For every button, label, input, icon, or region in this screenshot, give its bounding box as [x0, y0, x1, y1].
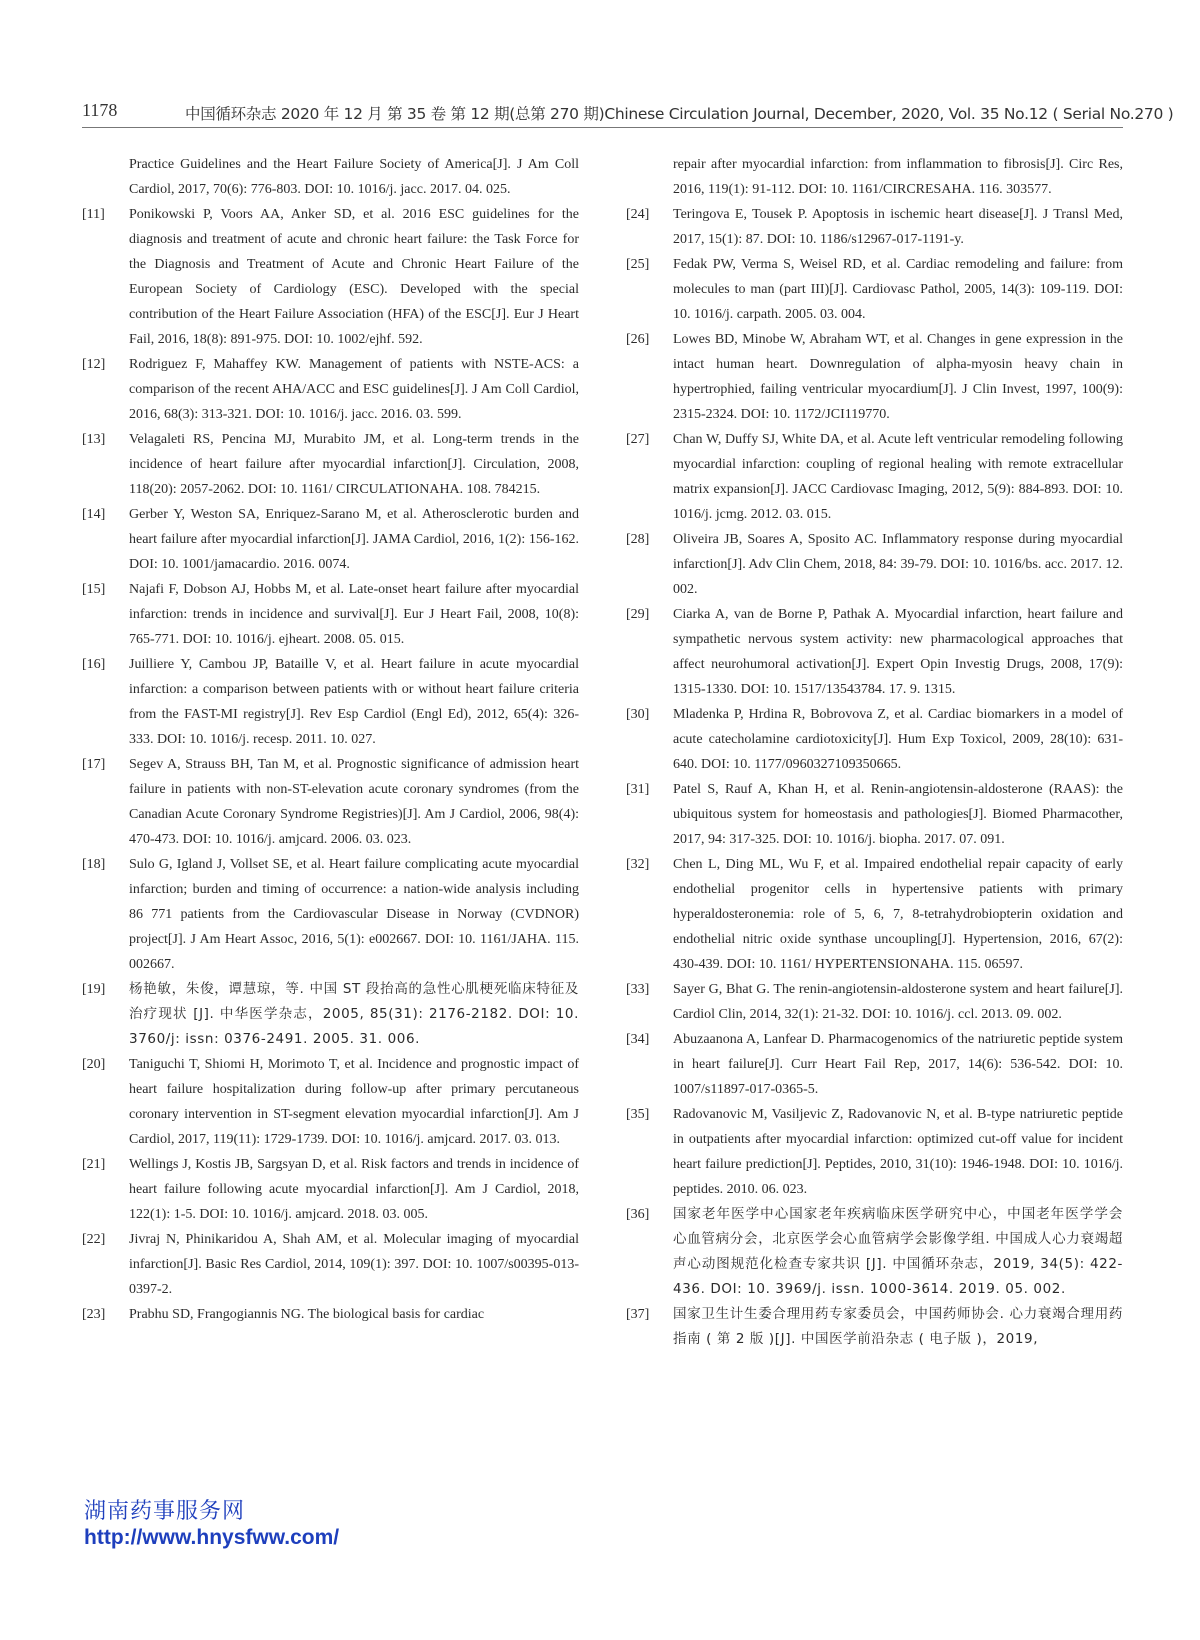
reference-number: [35]: [626, 1107, 650, 1122]
reference-item: [82, 852, 579, 977]
reference-item: [82, 427, 579, 502]
reference-text: Wellings J, Kostis JB, Sargsyan D, et al. Risk factors and trends in incidence of heart failure following acute myocardial infarction[J]. Am J Cardiol, 2018, 122(1): 1-5. DOI: 10. 1016/j. amjcard. 2018. 03. 005.: [129, 1157, 579, 1222]
reference-text: Sayer G, Bhat G. The renin-angiotensin-aldosterone system and heart failure[J]. Cardiol Clin, 2014, 32(1): 21-32. DOI: 10. 1016/j. ccl. 2013. 09. 002.: [673, 982, 1123, 1022]
reference-number: [18]: [82, 857, 106, 872]
reference-item: [626, 702, 1123, 777]
running-head: 中国循环杂志 2020 年 12 月 第 35 卷 第 12 期(总第 270 期)Chinese Circulation Journal, December, 2020, Vol. 35 No.12 ( Serial No.270 ): [185, 105, 1174, 123]
reference-text: Oliveira JB, Soares A, Sposito AC. Inflammatory response during myocardial infarction[J]. Adv Clin Chem, 2018, 84: 39-79. DOI: 10. 1016/bs. acc. 2017. 12. 002.: [673, 532, 1123, 597]
reference-item: [626, 1102, 1123, 1202]
reference-number: [26]: [626, 332, 650, 347]
reference-text: Teringova E, Tousek P. Apoptosis in ischemic heart disease[J]. J Transl Med, 2017, 15(1): 87. DOI: 10. 1186/s12967-017-1191-y.: [673, 207, 1123, 247]
reference-number: [19]: [82, 982, 106, 997]
reference-text: Lowes BD, Minobe W, Abraham WT, et al. Changes in gene expression in the intact human heart. Downregulation of alpha-myosin heavy chain in hypertrophied, failing ventricular myocardium[J]. J Clin Invest, 1997, 100(9): 2315-2324. DOI: 10. 1172/JCI119770.: [673, 332, 1123, 422]
reference-item: [82, 977, 579, 1052]
reference-text: 国家老年医学中心国家老年疾病临床医学研究中心，中国老年医学学会心血管病分会，北京医学会心血管病学会影像学组. 中国成人心力衰竭超声心动图规范化检查专家共识 [J]. 中国循环杂志，2019, 34(5): 422-436. DOI: 10. 3969/j. issn. 1000-3614. 2019. 05. 002.: [673, 1206, 1123, 1297]
reference-item: [626, 427, 1123, 527]
reference-item: [626, 1027, 1123, 1102]
reference-number: [32]: [626, 857, 650, 872]
reference-number: [30]: [626, 707, 650, 722]
reference-item: [626, 1302, 1123, 1352]
reference-number: [14]: [82, 507, 106, 522]
reference-number: [16]: [82, 657, 106, 672]
reference-number: [36]: [626, 1207, 650, 1222]
page-number: 1178: [82, 100, 118, 120]
reference-number: [25]: [626, 257, 650, 272]
reference-number: [11]: [82, 207, 105, 222]
reference-text: Taniguchi T, Shiomi H, Morimoto T, et al. Incidence and prognostic impact of heart failure hospitalization during follow-up after primary percutaneous coronary intervention in ST-segment elevation myocardial infarction[J]. Am J Cardiol, 2017, 119(11): 1729-1739. DOI: 10. 1016/j. amjcard. 2017. 03. 013.: [129, 1057, 579, 1147]
reference-item: [82, 752, 579, 852]
reference-item: [82, 352, 579, 427]
reference-item: [82, 577, 579, 652]
reference-item: [626, 527, 1123, 602]
reference-number: [15]: [82, 582, 106, 597]
reference-column-right: [626, 152, 1123, 1352]
reference-text: Mladenka P, Hrdina R, Bobrovova Z, et al. Cardiac biomarkers in a model of acute catecholamine cardiotoxicity[J]. Hum Exp Toxicol, 2009, 28(10): 631-640. DOI: 10. 1177/0960327109350665.: [673, 707, 1123, 772]
reference-text: Prabhu SD, Frangogiannis NG. The biological basis for cardiac: [129, 1307, 485, 1322]
reference-text: Abuzaanona A, Lanfear D. Pharmacogenomics of the natriuretic peptide system in heart failure[J]. Curr Heart Fail Rep, 2017, 14(6): 536-542. DOI: 10. 1007/s11897-017-0365-5.: [673, 1032, 1123, 1097]
reference-text: Sulo G, Igland J, Vollset SE, et al. Heart failure complicating acute myocardial infarction; burden and timing of occurrence: a nation-wide analysis including 86 771 patients from the Cardiovascular Disease in Norway (CVDNOR) project[J]. J Am Heart Assoc, 2016, 5(1): e002667. DOI: 10. 1161/JAHA. 115. 002667.: [129, 857, 579, 972]
reference-number: [22]: [82, 1232, 106, 1247]
reference-text: Ponikowski P, Voors AA, Anker SD, et al. 2016 ESC guidelines for the diagnosis and treatment of acute and chronic heart failure: the Task Force for the Diagnosis and Treatment of Acute and Chronic Heart Failure of the European Society of Cardiology (ESC). Developed with the special contribution of the Heart Failure Association (HFA) of the ESC[J]. Eur J Heart Fail, 2016, 18(8): 891-975. DOI: 10. 1002/ejhf. 592.: [129, 207, 579, 347]
reference-item: [82, 1052, 579, 1152]
reference-item: [82, 1302, 579, 1327]
reference-number: [29]: [626, 607, 650, 622]
reference-item: [626, 852, 1123, 977]
reference-text: Radovanovic M, Vasiljevic Z, Radovanovic N, et al. B-type natriuretic peptide in outpatients after myocardial infarction: optimized cut-off value for incident heart failure prediction[J]. Peptides, 2010, 31(10): 1946-1948. DOI: 10. 1016/j. peptides. 2010. 06. 023.: [673, 1107, 1123, 1197]
reference-number: [17]: [82, 757, 106, 772]
reference-text: Fedak PW, Verma S, Weisel RD, et al. Cardiac remodeling and failure: from molecules to man (part III)[J]. Cardiovasc Pathol, 2005, 14(3): 109-119. DOI: 10. 1016/j. carpath. 2005. 03. 004.: [673, 257, 1123, 322]
reference-text: Rodriguez F, Mahaffey KW. Management of patients with NSTE-ACS: a comparison of the recent AHA/ACC and ESC guidelines[J]. J Am Coll Cardiol, 2016, 68(3): 313-321. DOI: 10. 1016/j. jacc. 2016. 03. 599.: [129, 357, 579, 422]
reference-text: Patel S, Rauf A, Khan H, et al. Renin-angiotensin-aldosterone (RAAS): the ubiquitous system for homeostasis and pathologies[J]. Biomed Pharmacother, 2017, 94: 317-325. DOI: 10. 1016/j. biopha. 2017. 07. 091.: [673, 782, 1123, 847]
watermark-url-link[interactable]: http://www.hnysfww.com/: [84, 1526, 340, 1549]
reference-item: [82, 152, 579, 202]
reference-number: [28]: [626, 532, 650, 547]
reference-item: [626, 327, 1123, 427]
reference-item: [82, 202, 579, 352]
reference-text: Ciarka A, van de Borne P, Pathak A. Myocardial infarction, heart failure and sympathetic nervous system activity: new pharmacological approaches that affect neurohumoral activation[J]. Expert Opin Investig Drugs, 2008, 17(9): 1315-1330. DOI: 10. 1517/13543784. 17. 9. 1315.: [673, 607, 1123, 697]
reference-text: Najafi F, Dobson AJ, Hobbs M, et al. Late-onset heart failure after myocardial infarction: trends in incidence and survival[J]. Eur J Heart Fail, 2008, 10(8): 765-771. DOI: 10. 1016/j. ejheart. 2008. 05. 015.: [129, 582, 579, 647]
reference-number: [20]: [82, 1057, 106, 1072]
reference-item: [82, 1227, 579, 1302]
reference-text: Practice Guidelines and the Heart Failure Society of America[J]. J Am Coll Cardiol, 2017, 70(6): 776-803. DOI: 10. 1016/j. jacc. 2017. 04. 025.: [129, 157, 579, 197]
reference-text: 国家卫生计生委合理用药专家委员会，中国药师协会. 心力衰竭合理用药指南 ( 第 2 版 )[J]. 中国医学前沿杂志 ( 电子版 )，2019,: [673, 1306, 1123, 1347]
watermark-site-name: 湖南药事服务网: [84, 1499, 246, 1524]
reference-number: [37]: [626, 1307, 650, 1322]
reference-text: Juilliere Y, Cambou JP, Bataille V, et al. Heart failure in acute myocardial infarction: a comparison between patients with or without heart failure criteria from the FAST-MI registry[J]. Rev Esp Cardiol (Engl Ed), 2012, 65(4): 326-333. DOI: 10. 1016/j. recesp. 2011. 10. 027.: [129, 657, 579, 747]
reference-text: 杨艳敏，朱俊，谭慧琼，等. 中国 ST 段抬高的急性心肌梗死临床特征及治疗现状 [J]. 中华医学杂志，2005, 85(31): 2176-2182. DOI: 10. 3760/j: issn: 0376-2491. 2005. 31. 006.: [129, 981, 579, 1047]
reference-number: [21]: [82, 1157, 106, 1172]
reference-item: [626, 202, 1123, 252]
reference-item: [626, 602, 1123, 702]
reference-number: [33]: [626, 982, 650, 997]
reference-number: [13]: [82, 432, 106, 447]
reference-item: [626, 252, 1123, 327]
reference-item: [626, 152, 1123, 202]
reference-number: [34]: [626, 1032, 650, 1047]
reference-text: Jivraj N, Phinikaridou A, Shah AM, et al. Molecular imaging of myocardial infarction[J]. Basic Res Cardiol, 2014, 109(1): 397. DOI: 10. 1007/s00395-013-0397-2.: [129, 1232, 579, 1297]
reference-item: [626, 977, 1123, 1027]
reference-number: [31]: [626, 782, 650, 797]
header-rule: [82, 127, 1123, 128]
reference-item: [82, 502, 579, 577]
reference-number: [23]: [82, 1307, 106, 1322]
reference-item: [626, 777, 1123, 852]
reference-item: [82, 1152, 579, 1227]
reference-column-left: [82, 152, 579, 1327]
reference-item: [82, 652, 579, 752]
reference-text: repair after myocardial infarction: from inflammation to fibrosis[J]. Circ Res, 2016, 119(1): 91-112. DOI: 10. 1161/CIRCRESAHA. 116. 303577.: [673, 157, 1123, 197]
reference-number: [24]: [626, 207, 650, 222]
reference-number: [27]: [626, 432, 650, 447]
reference-number: [12]: [82, 357, 106, 372]
reference-text: Chen L, Ding ML, Wu F, et al. Impaired endothelial repair capacity of early endothelial progenitor cells in hypertensive patients with primary hyperaldosteronemia: role of 5, 6, 7, 8-tetrahydrobiopterin oxidation and endothelial nitric oxide synthase uncoupling[J]. Hypertension, 2016, 67(2): 430-439. DOI: 10. 1161/ HYPERTENSIONAHA. 115. 06597.: [673, 857, 1123, 972]
reference-text: Gerber Y, Weston SA, Enriquez-Sarano M, et al. Atherosclerotic burden and heart failure after myocardial infarction[J]. JAMA Cardiol, 2016, 1(2): 156-162. DOI: 10. 1001/jamacardio. 2016. 0074.: [129, 507, 579, 572]
reference-item: [626, 1202, 1123, 1302]
reference-text: Segev A, Strauss BH, Tan M, et al. Prognostic significance of admission heart failure in patients with non-ST-elevation acute coronary syndromes (from the Canadian Acute Coronary Syndrome Registries)[J]. Am J Cardiol, 2006, 98(4): 470-473. DOI: 10. 1016/j. amjcard. 2006. 03. 023.: [129, 757, 579, 847]
reference-text: Chan W, Duffy SJ, White DA, et al. Acute left ventricular remodeling following myocardial infarction: coupling of regional healing with remote extracellular matrix expansion[J]. JACC Cardiovasc Imaging, 2012, 5(9): 884-893. DOI: 10. 1016/j. jcmg. 2012. 03. 015.: [673, 432, 1123, 522]
reference-text: Velagaleti RS, Pencina MJ, Murabito JM, et al. Long-term trends in the incidence of heart failure after myocardial infarction[J]. Circulation, 2008, 118(20): 2057-2062. DOI: 10. 1161/ CIRCULATIONAHA. 108. 784215.: [129, 432, 579, 497]
